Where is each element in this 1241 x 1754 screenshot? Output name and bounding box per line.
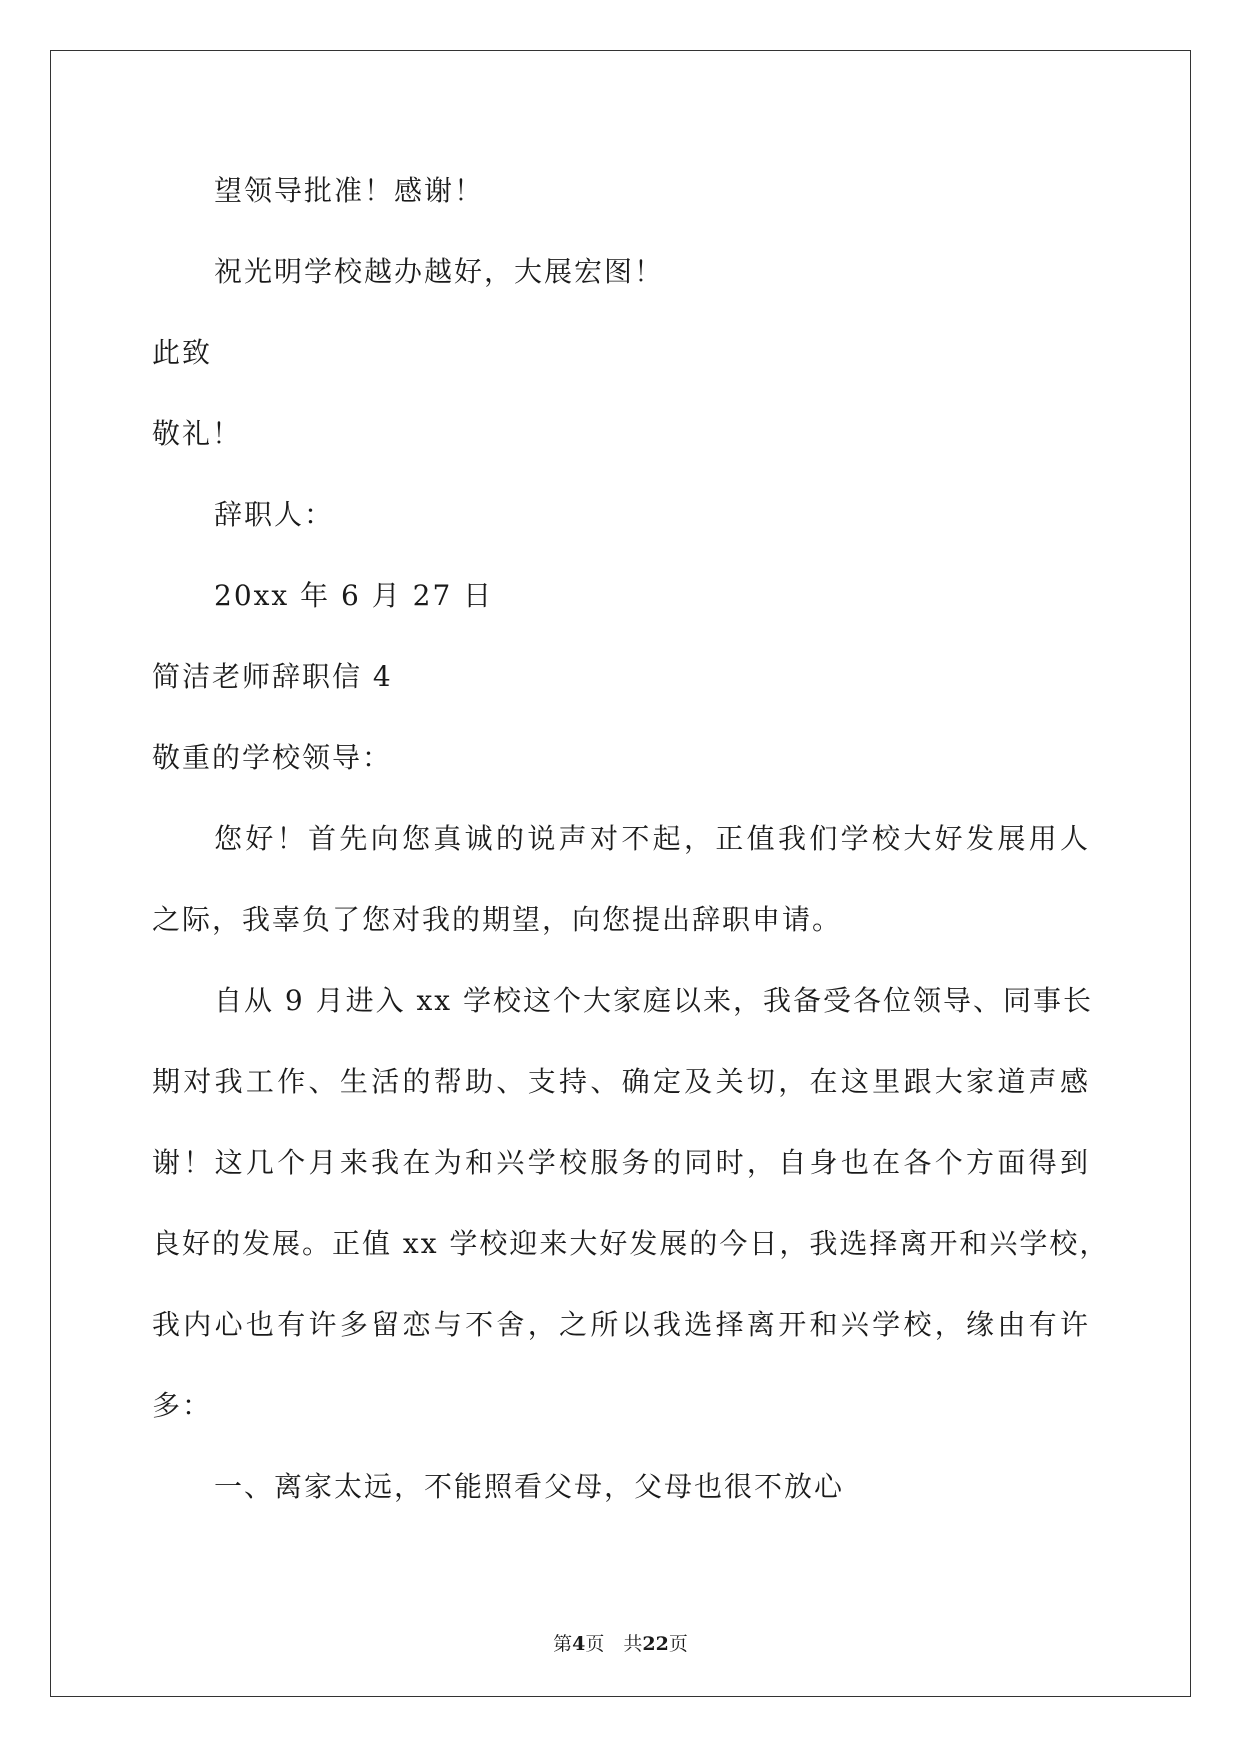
text-line: 祝光明学校越办越好，大展宏图！ bbox=[214, 255, 665, 288]
salutation-line: 此致 bbox=[152, 336, 213, 369]
paragraph-line: 我内心也有许多留恋与不舍，之所以我选择离开和兴学校，缘由有许 bbox=[152, 1308, 1090, 1341]
text-line: 望领导批准！感谢！ bbox=[214, 174, 485, 207]
page-footer bbox=[0, 1632, 1241, 1656]
page-border bbox=[50, 50, 1191, 1697]
date-line: 20xx 年 6 月 27 日 bbox=[214, 579, 494, 612]
footer-suffix: 页 bbox=[668, 1633, 688, 1655]
footer-mid: 页 共 bbox=[585, 1633, 643, 1655]
paragraph-line: 谢！这几个月来我在为和兴学校服务的同时，自身也在各个方面得到 bbox=[152, 1146, 1090, 1179]
total-pages: 22 bbox=[642, 1633, 669, 1655]
paragraph-line: 期对我工作、生活的帮助、支持、确定及关切，在这里跟大家道声感 bbox=[152, 1065, 1090, 1098]
page-number: 4 bbox=[572, 1633, 586, 1655]
paragraph-line: 您好！首先向您真诚的说声对不起，正值我们学校大好发展用人 bbox=[214, 822, 1090, 855]
signature-line: 辞职人： bbox=[214, 498, 335, 531]
footer-prefix: 第 bbox=[553, 1633, 573, 1655]
list-item: 一、离家太远，不能照看父母，父母也很不放心 bbox=[214, 1470, 845, 1503]
greeting-line: 敬重的学校领导： bbox=[152, 741, 393, 774]
paragraph-line: 自从 9 月进入 xx 学校这个大家庭以来，我备受各位领导、同事长 bbox=[214, 984, 1094, 1017]
paragraph-line: 之际，我辜负了您对我的期望，向您提出辞职申请。 bbox=[152, 903, 843, 936]
salutation-line: 敬礼！ bbox=[152, 417, 243, 450]
section-heading: 简洁老师辞职信 4 bbox=[152, 660, 393, 693]
paragraph-line: 多： bbox=[152, 1389, 213, 1422]
paragraph-line: 良好的发展。正值 xx 学校迎来大好发展的今日，我选择离开和兴学校， bbox=[152, 1227, 1110, 1260]
